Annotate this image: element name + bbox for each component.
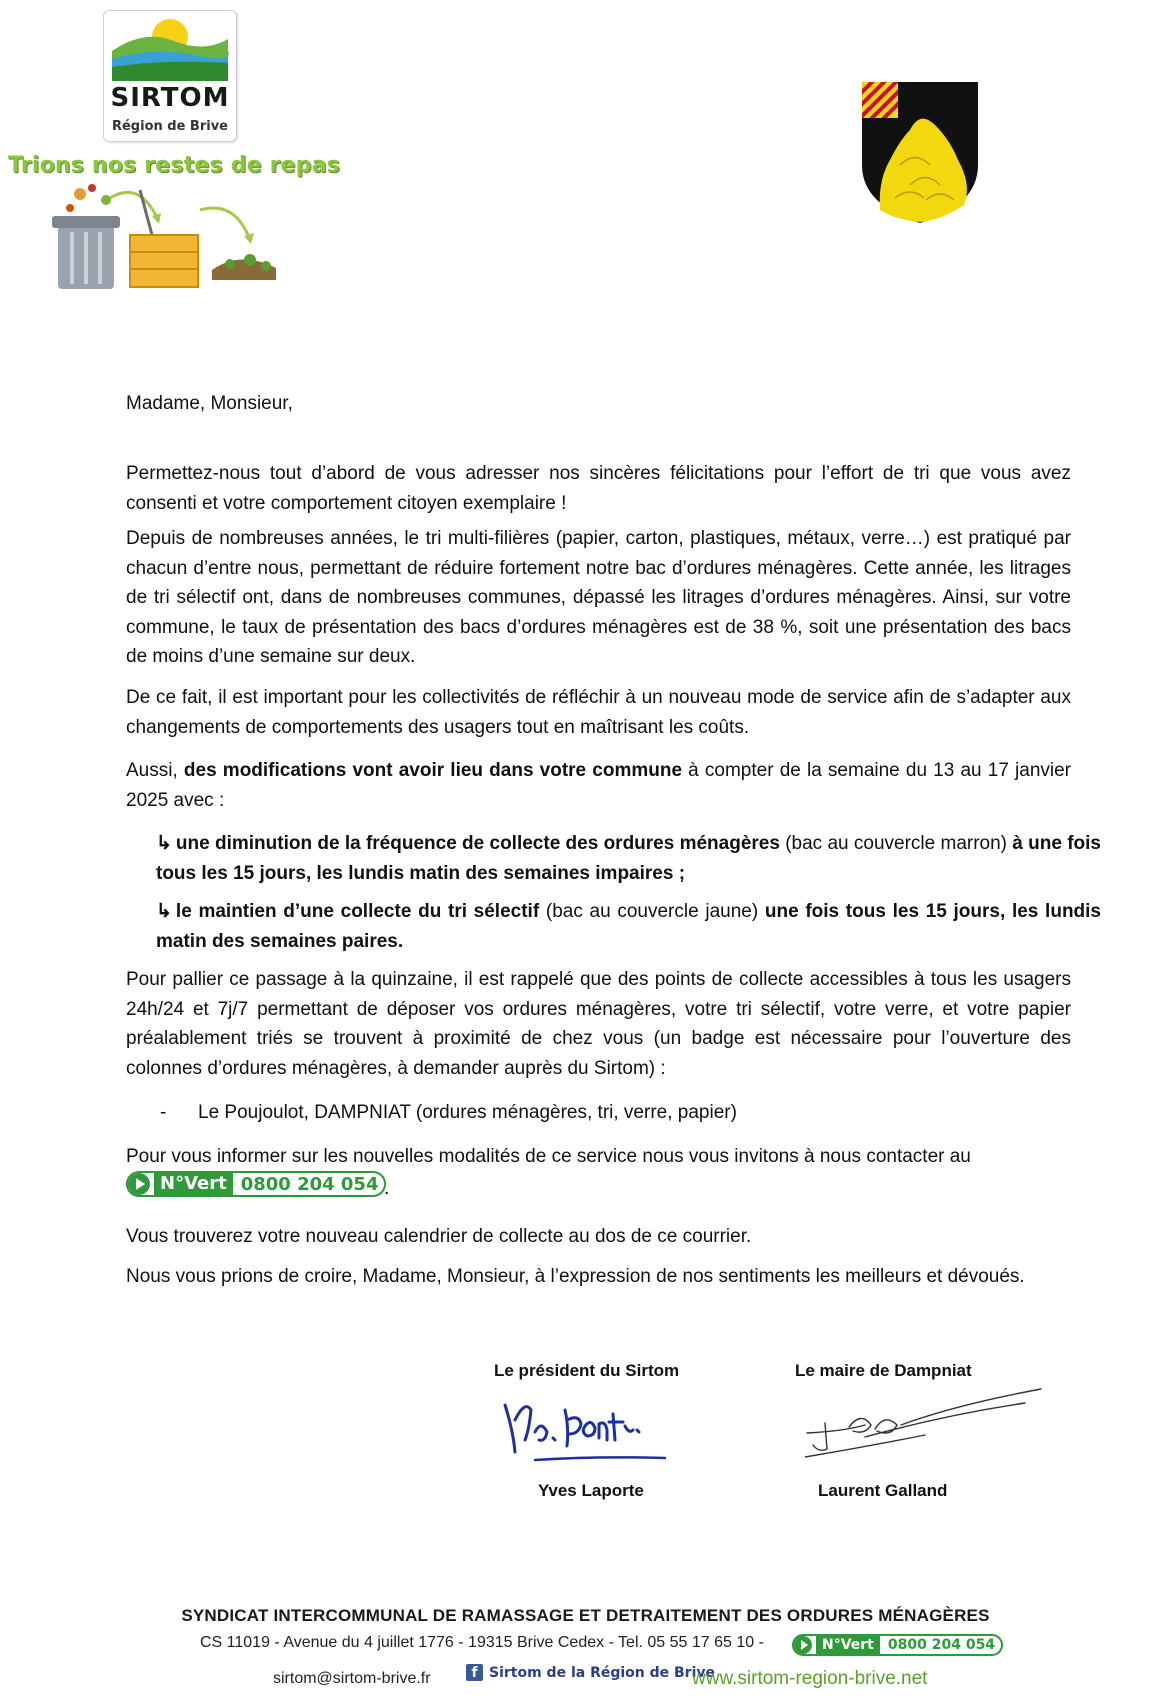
- sirtom-logo: [103, 10, 237, 142]
- play-icon: [128, 1173, 150, 1195]
- bullet1-schedule: à une fois tous les 15 jours, les lundis matin des semaines impaires ;: [156, 833, 1101, 884]
- arrow-icon: ↳: [156, 901, 172, 922]
- footer-toll-free-label: N°Vert: [816, 1636, 880, 1654]
- calendar-paragraph: Vous trouverez votre nouveau calendrier de collecte au dos de ce courrier.: [126, 1226, 752, 1247]
- collection-point-item: [126, 1098, 1071, 1128]
- changes-highlight: des modifications vont avoir lieu dans votre commune: [183, 760, 683, 781]
- collection-point-text: Le Poujoulot, DAMPNIAT (ordures ménagères, tri, verre, papier): [198, 1102, 737, 1123]
- mayor-name: Laurent Galland: [818, 1481, 948, 1500]
- reason-paragraph: De ce fait, il est important pour les collectivités de réfléchir à un nouveau mode de service afin de s’adapter aux changements de comportements des usagers tout en maîtrisant les coûts.: [126, 687, 1071, 738]
- bullet-selective-sorting: [126, 897, 1101, 956]
- landscape-icon: [104, 11, 236, 86]
- footer-address: CS 11019 - Avenue du 4 juillet 1776 - 19315 Brive Cedex - Tel. 05 55 17 65 10 -: [200, 1634, 764, 1651]
- compost-illustration-icon: [40, 180, 300, 295]
- list-dash: -: [160, 1102, 167, 1123]
- footer-website-link[interactable]: www.sirtom-region-brive.net: [692, 1668, 928, 1689]
- changes-paragraph: [126, 756, 1071, 815]
- toll-free-number: 0800 204 054: [240, 1173, 379, 1195]
- bullet2-title: le maintien d’une collecte du tri sélectif: [175, 901, 540, 922]
- footer-title: SYNDICAT INTERCOMMUNAL DE RAMASSAGE ET DETRAITEMENT DES ORDURES MÉNAGÈRES: [181, 1606, 990, 1625]
- bullet2-schedule: une fois tous les 15 jours, les lundis matin des semaines paires.: [156, 901, 1101, 952]
- coat-of-arms-icon: [860, 80, 980, 225]
- bullet1-bin: (bac au couvercle marron): [779, 833, 1013, 854]
- play-icon: [794, 1636, 812, 1654]
- collection-points-paragraph: Pour pallier ce passage à la quinzaine, il est rappelé que des points de collecte accessibles à tous les usagers 24h/24 et 7j/7 permettant de déposer vos ordures ménagères, votre tri sélectif, votre verre, et votre papier préalablement triés se trouvent à proximité de chez vous (un badge est nécessaire pour l’ouverture des colonnes d’ordures ménagères, à demander auprès du Sirtom) :: [126, 969, 1071, 1079]
- toll-free-badge[interactable]: [126, 1171, 386, 1197]
- bullet2-bin: (bac au couvercle jaune): [539, 901, 765, 922]
- contact-paragraph: Pour vous informer sur les nouvelles modalités de ce service nous vous invitons à nous contacter au: [126, 1146, 971, 1167]
- intro-paragraph: Permettez-nous tout d’abord de vous adresser nos sincères félicitations pour l’effort de tri que vous avez consenti et votre comportement citoyen exemplaire !: [126, 463, 1071, 514]
- greeting: Madame, Monsieur,: [126, 393, 293, 414]
- president-signature-icon: [495, 1390, 695, 1475]
- footer-toll-free-number: 0800 204 054: [887, 1637, 996, 1653]
- mayor-title: Le maire de Dampniat: [795, 1361, 972, 1380]
- logo-brand: SIRTOM: [110, 83, 230, 113]
- campaign-title: Trions nos restes de repas: [8, 153, 341, 178]
- contact-period: .: [384, 1178, 390, 1199]
- arrow-icon: ↳: [156, 833, 172, 854]
- bullet1-title: une diminution de la fréquence de collecte des ordures ménagères: [175, 833, 780, 854]
- footer-email-link[interactable]: sirtom@sirtom-brive.fr: [273, 1670, 431, 1687]
- facebook-icon: f: [466, 1664, 483, 1681]
- closing-paragraph: Nous vous prions de croire, Madame, Monsieur, à l’expression de nos sentiments les meilleurs et dévoués.: [126, 1266, 1025, 1287]
- context-paragraph: Depuis de nombreuses années, le tri multi-filières (papier, carton, plastiques, métaux, verre…) est pratiqué par chacun d’entre nous, permettant de réduire fortement notre bac d’ordures ménagères. Cette année, les litrages de tri sélectif ont, dans de nombreuses communes, dépassé les litrages d’ordures ménagères. Ainsi, sur votre commune, le taux de présentation des bacs d’ordures ménagères est de 38 %, soit une présentation des bacs de moins d’une semaine sur deux.: [126, 528, 1071, 667]
- footer-facebook-link[interactable]: [466, 1664, 715, 1681]
- facebook-label: Sirtom de la Région de Brive: [489, 1664, 716, 1681]
- changes-intro: Aussi,: [126, 760, 184, 781]
- toll-free-label: N°Vert: [154, 1173, 233, 1195]
- president-name: Yves Laporte: [538, 1481, 644, 1500]
- logo-region: Région de Brive: [111, 119, 229, 134]
- changes-date: à compter de la semaine du 13 au 17 janvier 2025 avec :: [126, 760, 1072, 811]
- mayor-signature-icon: [805, 1385, 1045, 1470]
- bullet-household-waste: [126, 829, 1101, 888]
- president-title: Le président du Sirtom: [494, 1361, 680, 1380]
- footer-toll-free-badge[interactable]: [792, 1634, 1003, 1656]
